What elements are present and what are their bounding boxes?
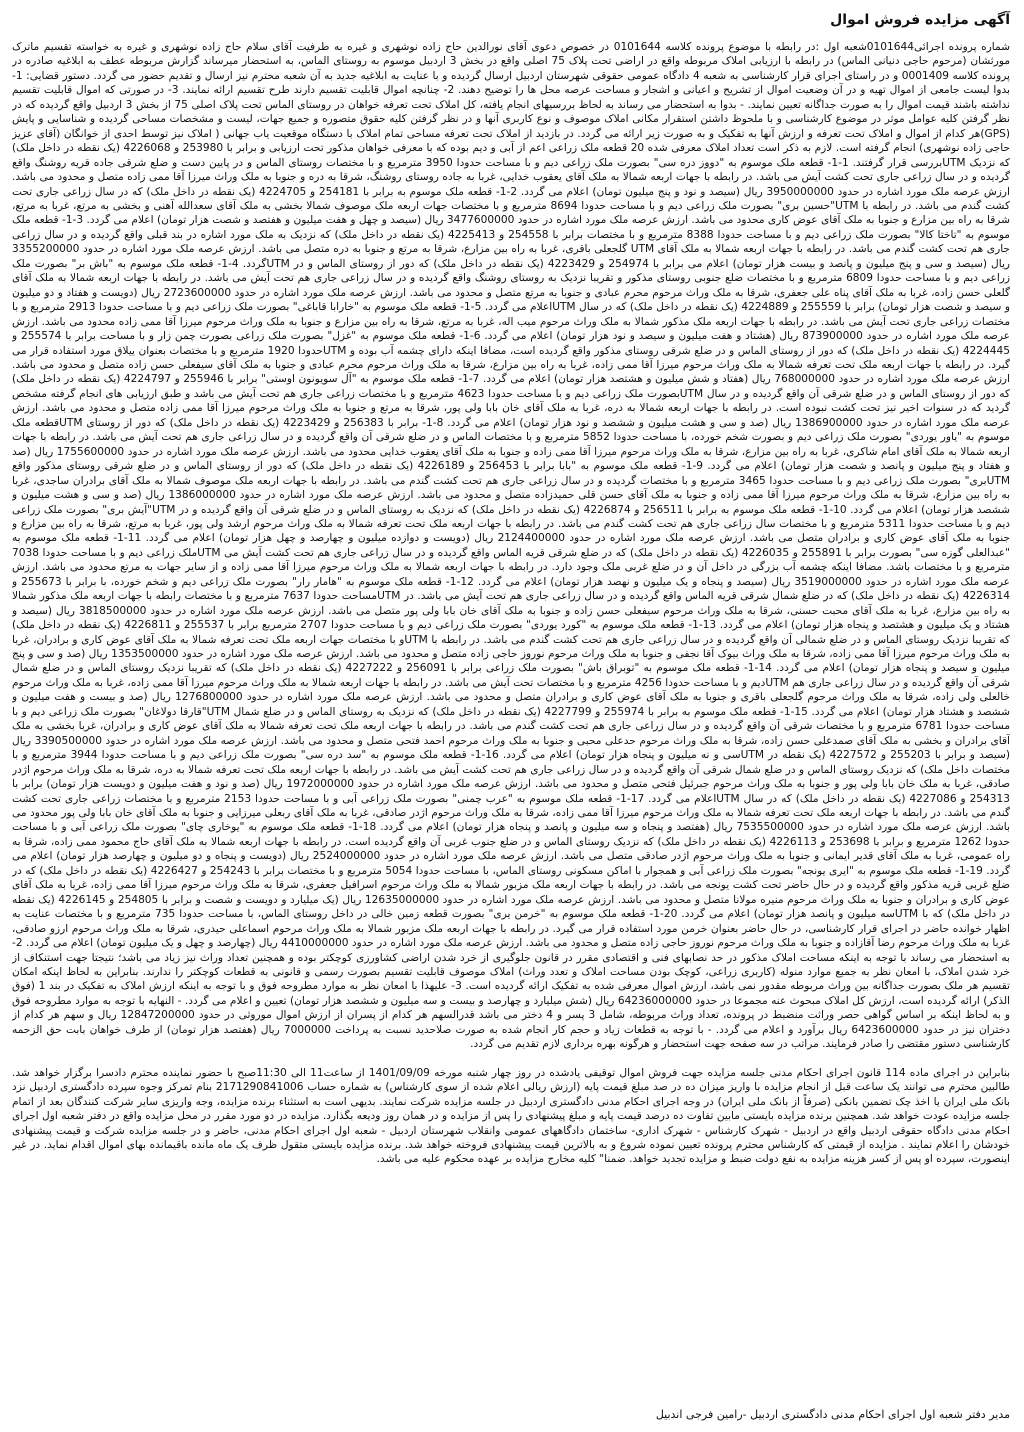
auction-conditions-paragraph: بنابراین در اجرای ماده 114 قانون اجرای احکام مدنی جلسه مزایده جهت فروش اموال توقیفی یادشده در روز چهار شنبه مورخه 1401/09/09 از ساعت11 الی 11:30صبح با حضور نماینده محترم دادسرا برگزار خواهد شد. طالبین محترم می توانند یک ساعت قبل از انجام مزایده با واریز میزان ده در صد مبلغ قیمت پایه (ارزش ریالی اعلام شده از سوی کارشناس) به شماره حساب 2171290841006 بنام تمرکز وجوه سپرده دادگستری اردبیل نزد بانک ملی ایران یا اخذ چک تضمین بانکی (صرفاً از بانک ملی ایران) در وجه اجرای احکام مدنی دادگستری اردبیل در جلسه مزایده شرکت نمایند. بدیهی است به استثناء برنده مزایده، وجه واریزی سایر شرکت کنندگان بعد از اتمام جلسه مزایده عودت خواهد شد. همچنین برنده مزایده بایستی مابین تفاوت ده درصد قیمت پایه و مبلغ پیشنهادی را پس از مزایده و در همان روز ودیعه بگذارد. مزایده در دو مورد مقرر در محل مزایده واقع در دفتر شعبه اول اجرای احکام مدنی دادگاه حقوقی اردبیل واقع در اردبیل - شهرک کارشناس - شهرک اداری- ساختمان دادگاههای عمومی وانقلاب شهرستان اردبیل - شعبه اول اجرای احکام مدنی، حاضر و در جلسه مزایده شرکت و قیمت پیشنهادی خودشان را اعلام نمایند . مزایده از قیمتی که کارشناس محترم پرونده تعیین نموده شروع و به بالاترین قیمت پیشنهادی فروخته خواهد شد. برنده مزایده بایستی متقول ظرف یک ماه مانده باقیمانده بهای اموال اقدام نماید. در غیر اینصورت، سپرده او پس از کسر هزینه مزایده به نفع دولت ضبط و مزایده تجدید خواهد. ضمنا" کلیه مخارج مزایده بر عهده محکوم علیه می باشد. (12, 1066, 1010, 1166)
expert-report-paragraph: شماره پرونده اجرائی0101644شعبه اول :در رابطه با موضوع پرونده کلاسه 0101644 در خصوص دعوی آقای نورالدین حاج زاده نوشهری و غیره به طرفیت آقای سلام حاج زاده نوشهری و غیره به خواسته تقسیم ماترک مورثشان (مرحوم حاجی دنیانی الماس) در رابطه با ارزیابی املاک مربوطه واقع در اراضی تحت پلاک 75 اصلی واقع در بخش 3 اردبیل موسوم به روستای الماس، به استحضار میرساند گزارش مربوطه عطف به ابلاغیه صادره در پرونده کلاسه 0001409 و در راستای اجرای قرار کارشناسی به شعبه 4 دادگاه عمومی حقوقی شهرستان اردبیل ارسال گردیده و با عنایت به ابلاغیه جدید به آن شعبه محترم نیز ارسال و تقدیم حضور می گردد. دستور قضایی: 1- بدوا لیست جامعی از اموال تهیه و در آن وضعیت اموال از تشریح و اعیانی و اشجار و مساحت عرصه محل ها را توضیح دهند. 2- چنانچه اموال قابلیت تقسیم دارند طرح تقسیم ارائه نمایند. 3- در صورتی که اموال قابلیت تقسیم نداشته باشند قیمت اموال را به صورت جداگانه تعیین نمایند. - بدوا به استحضار می رساند به لحاظ بررسیهای انجام یافته، کل املاک تحت تعرفه خواهان در روستای الماس تحت پلاک اصلی 75 از بخش 3 اردبیل واقع گردیده که در نظر گرفتن کلیه عوامل موثر در موضوع کارشناسی و با ملحوظ داشتن استقرار مکانی املاک موصوف و نوع کاربری آنها و در نظر گرفتن کلیه حقوق متصوره و جمیع جهات، لیست و مشخصات مساحی گردیده و شناسایی و پایش (GPS)هر کدام از اموال و املاک تحت تعرفه و ارزش آنها به تفکیک و به صورت زیر ارائه می گردد. در بازدید از املاک تحت تعرفه مساحی تمام املاک با دستگاه موقعیت یاب جهانی ( املاک نیز توسط احدی از خوانگان (آقای عزیز حاجی زاده نوشهری) انجام گرفته است. لازم به ذکر است تعداد املاک معرفی شده 20 قطعه ملک زراعی اعم از آبی و دیم بوده که با معرفی خواهان مذکور تحت ارزیابی و برابر با 253980 و 4226068 (یک نقطه در داخل ملک) که نزدیک UTMبررسی قرار گرفتند. 1-1- قطعه ملک موسوم به "دووز دره سی" بصورت ملک زراعی دیم و با مساحت حدودا 3950 مترمربع و با مختصات روستای الماس و در پایین دست و ضلع شرقی جاده قریه روشنگ واقع گردیده و در سال زراعی جاری تحت کشت آیش می باشد. در رابطه با جهات اربعه شمالا به ملک آقای یعقوب خدایی، غربا به جاده روستای روشنگ، شرقا به دره و جنوبا به ملک وراث میرزا آقا ممی زاده متصل و محدود می باشد. ارزش عرصه ملک مورد اشاره در حدود 3950000000 ریال (سیصد و نود و پنج میلیون تومان) اعلام می گردد. 2-1- قطعه ملک موسوم به برابر با 254181 و 4224705 (یک نقطه در داخل ملک) که در سال زراعی جاری تحت کشت گندم می باشد. در رابطه با UTM"حسین بری" بصورت ملک زراعی دیم و با مساحت حدودا 8694 مترمربع و با مختصات جهات اربعه ملک موصوف شمالا بخشی به ملک آقای سعدالله آهنی و بخشی به مرتع، غربا به مرتع، شرقا به راه بین مزارع و جنوبا به ملک آقای عوض کاری محدود می باشد. ارزش عرصه ملک مورد اشاره در حدود 3477600000 ریال (سیصد و چهل و هفت میلیون و هفتصد و شصت هزار تومان) اعلام می گردد. 3-1- قطعه ملک موسوم به "تاختا کالا" بصورت ملک زراعی دیم و با مساحت حدودا 8388 مترمربع و با مختصات برابر با 254558 و 4225413 (یک نقطه در داخل ملک) که نزدیک به ملک مورد اشاره در بند قبلی واقع گردیده و در سال زراعی جاری هم تحت کشت گندم می باشد. در رابطه با جهات اربعه شمالا به ملک آقای UTM گلجعلی باقری، غربا به راه بین مزارع، شرقا به مرتع و جنوبا به دره متصل می باشد. ارزش عرصه ملک مورد اشاره در حدود 3355200000 ریال (سیصد و سی و پنج میلیون و پانصد و بیست هزار تومان) اعلام می برابر با 254974 و 4223429 (یک نقطه در داخل ملک) که دور از روستای الماس و در UTMگردد. 4-1- قطعه ملک موسوم به "باش بر" بصورت ملک زراعی دیم و با مساحت حدودا 6809 مترمربع و با مختصات ضلع جنوبی روستای مذکور و تقریبا نزدیک به روستای روشنگ واقع گردیده و در سال زراعی جاری هم تحت آیش می باشد. در رابطه با جهات اربعه شمالا به ملک آقای گلعلی حسن زاده، غربا به ملک آقای پناه علی جعفری، شرقا به ملک وراث مرحوم محرم عبادی و جنوبا به مرتع متصل و محدود می باشد. ارزش عرصه ملک مورد اشاره در حدود 2723600000 ریال (دویست و هفتاد و دو میلیون و سیصد و شصت هزار تومان) برابر با 255559 و 4224889 (یک نقطه در داخل ملک) که در سال UTMاعلام می گردد. 5-1- قطعه ملک موسوم به "خارابا قاباغی" بصورت ملک زراعی دیم و با مساحت حدودا 2913 مترمربع و با مختصات زراعی جاری تحت آیش می باشد. در رابطه با جهات اربعه ملک مذکور شمالا به ملک وراث مرحوم میب اله، غربا به مرتع، شرقا به راه بین مزارع و جنوبا به ملک وراث مرحوم میرزا آقا ممی زاده محدود می باشد. ارزش عرصه ملک مورد اشاره در حدود 873900000 ریال (هشتاد و هفت میلیون و سیصد و نود هزار تومان) اعلام می گردد. 6-1- قطعه ملک موسوم به "غزل" بصورت ملک زراعی بصورت چمن زار و با مساحت برابر با 255574 و 4224445 (یک نقطه در داخل ملک) که دور از روستای الماس و در ضلع شرقی روستای مذکور واقع گردیده است، مضافا اینکه دارای چشمه آب بوده و UTMحدودا 1920 مترمربع و با مختصات بعنوان ییلاق مورد استفاده قرار می گیرد. در رابطه با جهات اربعه ملک تحت تعرفه شمالا به ملک وراث مرحوم میرزا آقا ممی زاده، غربا به راه بین مزارع، شرقا به ملک وراث مرحوم محرم عبادی و جنوبا به ملک آقای سیفعلی حسن زاده متصل و محدود می باشد. ارزش عرصه ملک مورد اشاره در حدود 768000000 ریال (هفتاد و شش میلیون و هشتصد هزار تومان) اعلام می گردد. 7-1- قطعه ملک موسوم به "آل سویونون اوستی" برابر با 255946 و 4224797 (یک نقطه در داخل ملک) که دور از روستای الماس و در ضلع شرقی آن واقع گردیده و در سال UTMبصورت ملک زراعی دیم و با مساحت حدودا 4623 مترمربع و با مختصات زراعی جاری هم تحت آیش می باشد و طبق ارزیابی های انجام گرفته مشخص گردید که در سنوات اخیر نیز تحت کشت نبوده است. در رابطه با جهات اربعه شمالا به دره، غربا به ملک آقای خان بابا ولی پور، شرقا به مرتع و جنوبا به ملک وراث مرحوم میرزا آقا ممی زاده متصل و محدود می باشد. ارزش عرصه ملک مورد اشاره در حدود 1386900000 ریال (صد و سی و هشت میلیون و ششصد و نود هزار تومان) اعلام می گردد. 8-1- برابر با 256383 و 4223429 (یک نقطه در داخل ملک) که دور از روستای UTMقطعه ملک موسوم به "یاور یوردی" بصورت ملک زراعی دیم و بصورت شخم خورده، با مساحت حدودا 5852 مترمربع و با مختصات الماس و در ضلع شرقی آن واقع گردیده و در سال زراعی جاری هم تحت آیش می باشد. در رابطه با جهات اربعه شمالا به ملک آقای امام شاکری، غربا به راه بین مزارع، شرقا به ملک وراث مرحوم میرزا آقا ممی زاده و جنوبا به ملک آقای یعقوب خدایی محدود می باشد. ارزش عرصه ملک مورد اشاره در حدود 1755600000 ریال (صد و هفتاد و پنج میلیون و پانصد و شصت هزار تومان) اعلام می گردد. 9-1- قطعه ملک موسوم به "بابا برابر با 256453 و 4226189 (یک نقطه در داخل ملک) که دور از روستای الماس و در ضلع شرقی روستای مذکور واقع UTMبری" بصورت ملک زراعی دیم و با مساحت حدودا 3465 مترمربع و با مختصات گردیده و در سال زراعی جاری هم تحت کشت گندم می باشد. در رابطه با جهات اربعه ملک موصوف شمالا به ملک آقای برادران ساجدی، غربا به راه بین مزارع، شرقا به ملک وراث مرحوم میرزا آقا ممی زاده و جنوبا به ملک آقای حسن قلی حمیدزاده متصل و محدود می باشد. ارزش عرصه ملک مورد اشاره در حدود 1386000000 ریال (صد و سی و هشت میلیون و ششصد هزار تومان) اعلام می گردد. 10-1- قطعه ملک موسوم به برابر با 256511 و 4226874 (یک نقطه در داخل ملک) که نزدیک به روستای الماس و در ضلع شرقی آن واقع گردیده و در UTM"آیش بری" بصورت ملک زراعی دیم و با مساحت حدودا 5311 مترمربع و با مختصات سال زراعی جاری هم تحت کشت گندم می باشد. در رابطه با جهات اربعه ملک تحت تعرفه شمالا به ملک وراث مرحوم ارشد ولی پور، غربا به مرتع، شرقا به راه بین مزارع و جنوبا به ملک آقای عوض کاری و برادران متصل می باشد. ارزش عرصه ملک مورد اشاره در حدود 2124400000 ریال (دویست و دوازده میلیون و چهارصد و چهل هزار تومان) اعلام می گردد. 11-1- قطعه ملک موسوم به "عبدالعلی گوزه سی" بصورت برابر با 255891 و 4226035 (یک نقطه در داخل ملک) که در ضلع شرقی قریه الماس واقع گردیده و در سال زراعی جاری هم تحت کشت آیش می UTMملک زراعی دیم و با مساحت حدودا 7038 مترمربع و با مختصات باشد. مضافا اینکه چشمه آب بزرگی در داخل آن و در ضلع غربی ملک وجود دارد. در رابطه با جهات اربعه شمالا به ملک وراث مرحوم میرزا آقا ممی زاده و از سایر جهات به مرتع محدود می باشد. ارزش عرصه ملک مورد اشاره در حدود 3519000000 ریال (سیصد و پنجاه و یک میلیون و نهصد هزار تومان) اعلام می گردد. 12-1- قطعه ملک موسوم به "هامار رار" بصورت ملک زراعی دیم و شخم خورده، با برابر با 255673 و 4226314 (یک نقطه در داخل ملک) که در ضلع شمال شرقی قریه الماس واقع گردیده و در سال زراعی جاری هم تحت آیش می باشد. در UTMمساحت حدودا 7637 مترمربع و با مختصات رابطه با جهات اربعه ملک مذکور شمالا به راه بین مزارع، غربا به ملک آقای محبت حسنی، شرقا به ملک وراث مرحوم سیفعلی حسن زاده و جنوبا به ملک آقای خان بابا ولی پور متصل می باشد. ارزش عرصه ملک مورد اشاره در حدود 3818500000 ریال (سیصد و هشتاد و یک میلیون و هشتصد و پنجاه هزار تومان) اعلام می گردد. 13-1- قطعه ملک موسوم به "کورد یوردی" بصورت ملک زراعی دیم و با مساحت حدودا 2707 مترمربع برابر با 255537 و 4226811 (یک نقطه در داخل ملک) که تقریبا نزدیک روستای الماس و در ضلع شمالی آن واقع گردیده و در سال زراعی جاری هم تحت کشت گندم می باشد. در رابطه با UTMو با مختصات جهات اربعه ملک تحت تعرفه شمالا به ملک آقای عوض کاری و برادران، غربا به ملک وراث مرحوم میرزا آقا ممی زاده، شرقا به ملک وراث بیوک آقا نجفی و جنوبا به ملک وراث مرحوم نوروز حاجی زاده متصل و محدود می باشد. ارزش عرصه ملک مورد اشاره در حدود 1353500000 ریال (صد و سی و پنج میلیون و سیصد و پنجاه هزار تومان) اعلام می گردد. 14-1- قطعه ملک موسوم به "توبراق باش" بصورت ملک زراعی برابر با 256091 و 4227222 (یک نقطه در داخل ملک) که تقریبا نزدیک روستای الماس و در ضلع شمال شرقی آن واقع گردیده و در سال زراعی جاری هم UTMدیم و با مساحت حدودا 4256 مترمربع و با مختصات تحت آیش می باشد. در رابطه با جهات اربعه شمالا به ملک وراث مرحوم میرزا آقا ممی زاده، غربا به ملک وراث مرحوم خالعلی ولی زاده، شرقا به ملک وراث مرحوم گلجعلی باقری و جنوبا به ملک آقای عوض کاری و برادران متصل و محدود می باشد. ارزش عرصه ملک مورد اشاره در حدود 1276800000 ریال (صد و بیست و هفت میلیون و ششصد و هشتاد هزار تومان) اعلام می گردد. 15-1- قطعه ملک موسوم به برابر با 255974 و 4227799 (یک نقطه در داخل ملک) که نزدیک به روستای الماس و در ضلع شمال UTM"قارقا دولاغان" بصورت ملک زراعی دیم و با مساحت حدودا 6781 مترمربع و با مختصات شرقی آن واقع گردیده و در سال زراعی جاری هم تحت کشت گندم می باشد. در رابطه با جهات اربعه ملک تحت تعرفه شمالا به ملک آقای عوض کاری و برادران، غربا بخشی به ملک آقای برادران و بخشی به ملک آقای صمدعلی حسن زاده، شرقا به ملک وراث مرحوم حدعلی محبی و جنوبا به ملک وراث مرحوم احمد فتحی متصل و محدود می باشد. ارزش عرصه ملک مورد اشاره در حدود 3390500000 ریال (سیصد و برابر با 255203 و 4227572 (یک نقطه در UTMسی و نه میلیون و پنجاه هزار تومان) اعلام می گردد. 16-1- قطعه ملک موسوم به "سد دره سی" بصورت ملک زراعی دیم و با مساحت حدودا 3944 مترمربع و با مختصات داخل ملک) که نزدیک روستای الماس و در ضلع شمال شرقی آن واقع گردیده و در سال زراعی جاری هم تحت کشت آیش می باشد. در رابطه با جهات اربعه ملک تحت تعرفه شمالا به دره، شرقا به ملک وراث مرحوم اژدر صادقی، غربا به ملک خان بابا ولی پور و جنوبا به ملک وراث مرحوم جبرئیل فتحی متصل و محدود می باشد. ارزش عرصه ملک مورد اشاره در حدود 1972000000 ریال (صد و نود و هفت میلیون و دویست هزار تومان) برابر با 254313 و 4227086 (یک نقطه در داخل ملک) که در سال UTMاعلام می گردد. 17-1- قطعه ملک موسوم به "عرب چمنی" بصورت ملک زراعی آبی و با مساحت حدودا 2153 مترمربع و با مختصات زراعی جاری تحت کشت گندم می باشد. در رابطه با جهات اربعه ملک تحت تعرفه شمالا به ملک وراث مرحوم میرزا آقا ممی زاده، شرقا به ملک وراث مرحوم اژدر صادقی، غربا به ملک آقای ربعلی میرزایی و جنوبا به ملک آقای خان بابا ولی پور محدود می باشد. ارزش عرصه ملک مورد اشاره در حدود 7535500000 ریال (هفتصد و پنجاه و سه میلیون و پانصد و پنجاه هزار تومان) اعلام می گردد. 18-1- قطعه ملک موسوم به "یوخاری چای" بصورت ملک زراعی آبی و با مساحت حدودا 1262 مترمربع و برابر با 253698 و 4226113 (یک نقطه در داخل ملک) که نزدیک روستای الماس و در ضلع جنوب غربی آن واقع گردیده است. در رابطه با جهات اربعه شمالا به ملک آقای حاج محمود ممی زاده، شرقا به راه عمومی، غربا به ملک آقای قدیر ایمانی و جنوبا به ملک وراث مرحوم اژدر صادقی متصل می باشد. ارزش عرصه ملک مورد اشاره در حدود 2524000000 ریال (دویست و پنجاه و دو میلیون و چهارصد هزار تومان) اعلام می گردد. 19-1- قطعه ملک موسوم به "ایری یونجه" بصورت ملک زراعی آبی و همجوار با اماکن مسکونی روستای الماس، با مساحت حدودا 5054 مترمربع و با مختصات برابر با 254243 و 4226427 (یک نقطه در داخل ملک) که در ضلع غربی قریه مذکور واقع گردیده و در حال حاضر تحت کشت یونجه می باشد. در رابطه با جهات اربعه ملک مزبور شمالا به ملک وراث مرحوم اسرافیل جعفری، شرقا به ملک وراث مرحوم میرزا آقا ممی زاده، غربا به ملک آقای عوض کاری و برادران و جنوبا به ملک وراث مرحوم منیره مولانا متصل و محدود می باشد. ارزش عرصه ملک مورد اشاره در حدود 12635000000 ریال (یک میلیارد و دویست و شصت و برابر با 254805 و 4226145 (یک نقطه در داخل ملک) که با UTMسه میلیون و پانصد هزار تومان) اعلام می گردد. 20-1- قطعه ملک موسوم به "خرمن یری" بصورت قطعه زمین خالی در داخل روستای الماس، با مساحت حدودا 735 مترمربع و با مختصات عنایت به اظهار خوانده حاضر در اجرای قرار کارشناسی، در حال حاضر بعنوان خرمن مورد استفاده قرار می گیرد. در رابطه با جهات اربعه ملک مزبور شمالا به ملک وراث مرحوم اسماعلی حیدری، شرقا به ملک وراث مرحوم ارزو صادقی، غربا به ملک وراث مرحوم رضا آقازاده و جنوبا به ملک وراث مرحوم نوروز حاجی زاده متصل و محدود می باشد. ارزش عرصه ملک مورد اشاره در حدود 4410000000 ریال (چهارصد و چهل و یک میلیون تومان) اعلام می گردد. 2- به استحضار می رساند با توجه به اینکه مساحت املاک مذکور در حد نصابهای فنی و اقتصادی مقرر در قانون جلوگیری از خرد شدن اراضی کشاورزی کوچکتر بوده و همچنین تعداد وراث نیز زیاد می باشد؛ نتیجتا جهت استنکاف از خرد شدن املاک، با امعان نظر به جمیع موارد منوله (کاربری زراعی، کوچک بودن مساحت املاک و تعدد وراث) املاک موصوف قابلیت تقسیم بصورت رسمی و قانونی به قطعات کوچکتر را ندارند. بنابراین به لحاظ اینکه امکان تقسیم هر ملک بصورت جداگانه بین وراث مربوطه مقدور نمی باشد، ارزش اموال معرفی شده به تفکیک ارائه گردیده است. 3- علیهذا با امعان نظر به موارد مطروحه فوق و با توجه به اینکه ارزش املاک به تفکیک در بند 1 (فوق الذکر) ارائه گردیده است، ارزش کل املاک مبحوث عنه مجموعا در حدود 64236000000 ریال (شش میلیارد و چهارصد و بیست و سه میلیون و ششصد هزار تومان) تعیین و اعلام می گردد. - النهایه با توجه به موارد مطروحه فوق و به لحاظ اینکه بر اساس گواهی حصر وراثت منضبط در پرونده، تعداد وراث مربوطه، شامل 3 پسر و 4 دختر می باشد قدرالسهم هر کدام از پسران از ارزش اموال موروثی در حدود 12847200000 ریال و سهم هر کدام از دختران نیز در حدود 6423600000 ریال برآورد و اعلام می گردد. - با توجه به قطعات زیاد و حجم کار انجام شده به صورت صلاحدید نسبت به پرداخت 7000000 ریال (هفتصد هزار تومان) از طرف خواهان بابت حق الزحمه کارشناسی دستور مقتضی را صادر فرمایند. مراتب در سه صفحه جهت استحضار و هرگونه بهره برداری لازم تقدیم می گردد. (12, 41, 1010, 1051)
signature-line: مدیر دفتر شعبه اول اجرای احکام مدنی دادگستری اردبیل -رامین فرجی اندبیل (655, 1408, 1010, 1421)
notice-title: آگهی مزایده فروش اموال (830, 12, 1010, 28)
auction-notice-page (8, 0, 1016, 1432)
notice-body (12, 40, 1010, 1280)
